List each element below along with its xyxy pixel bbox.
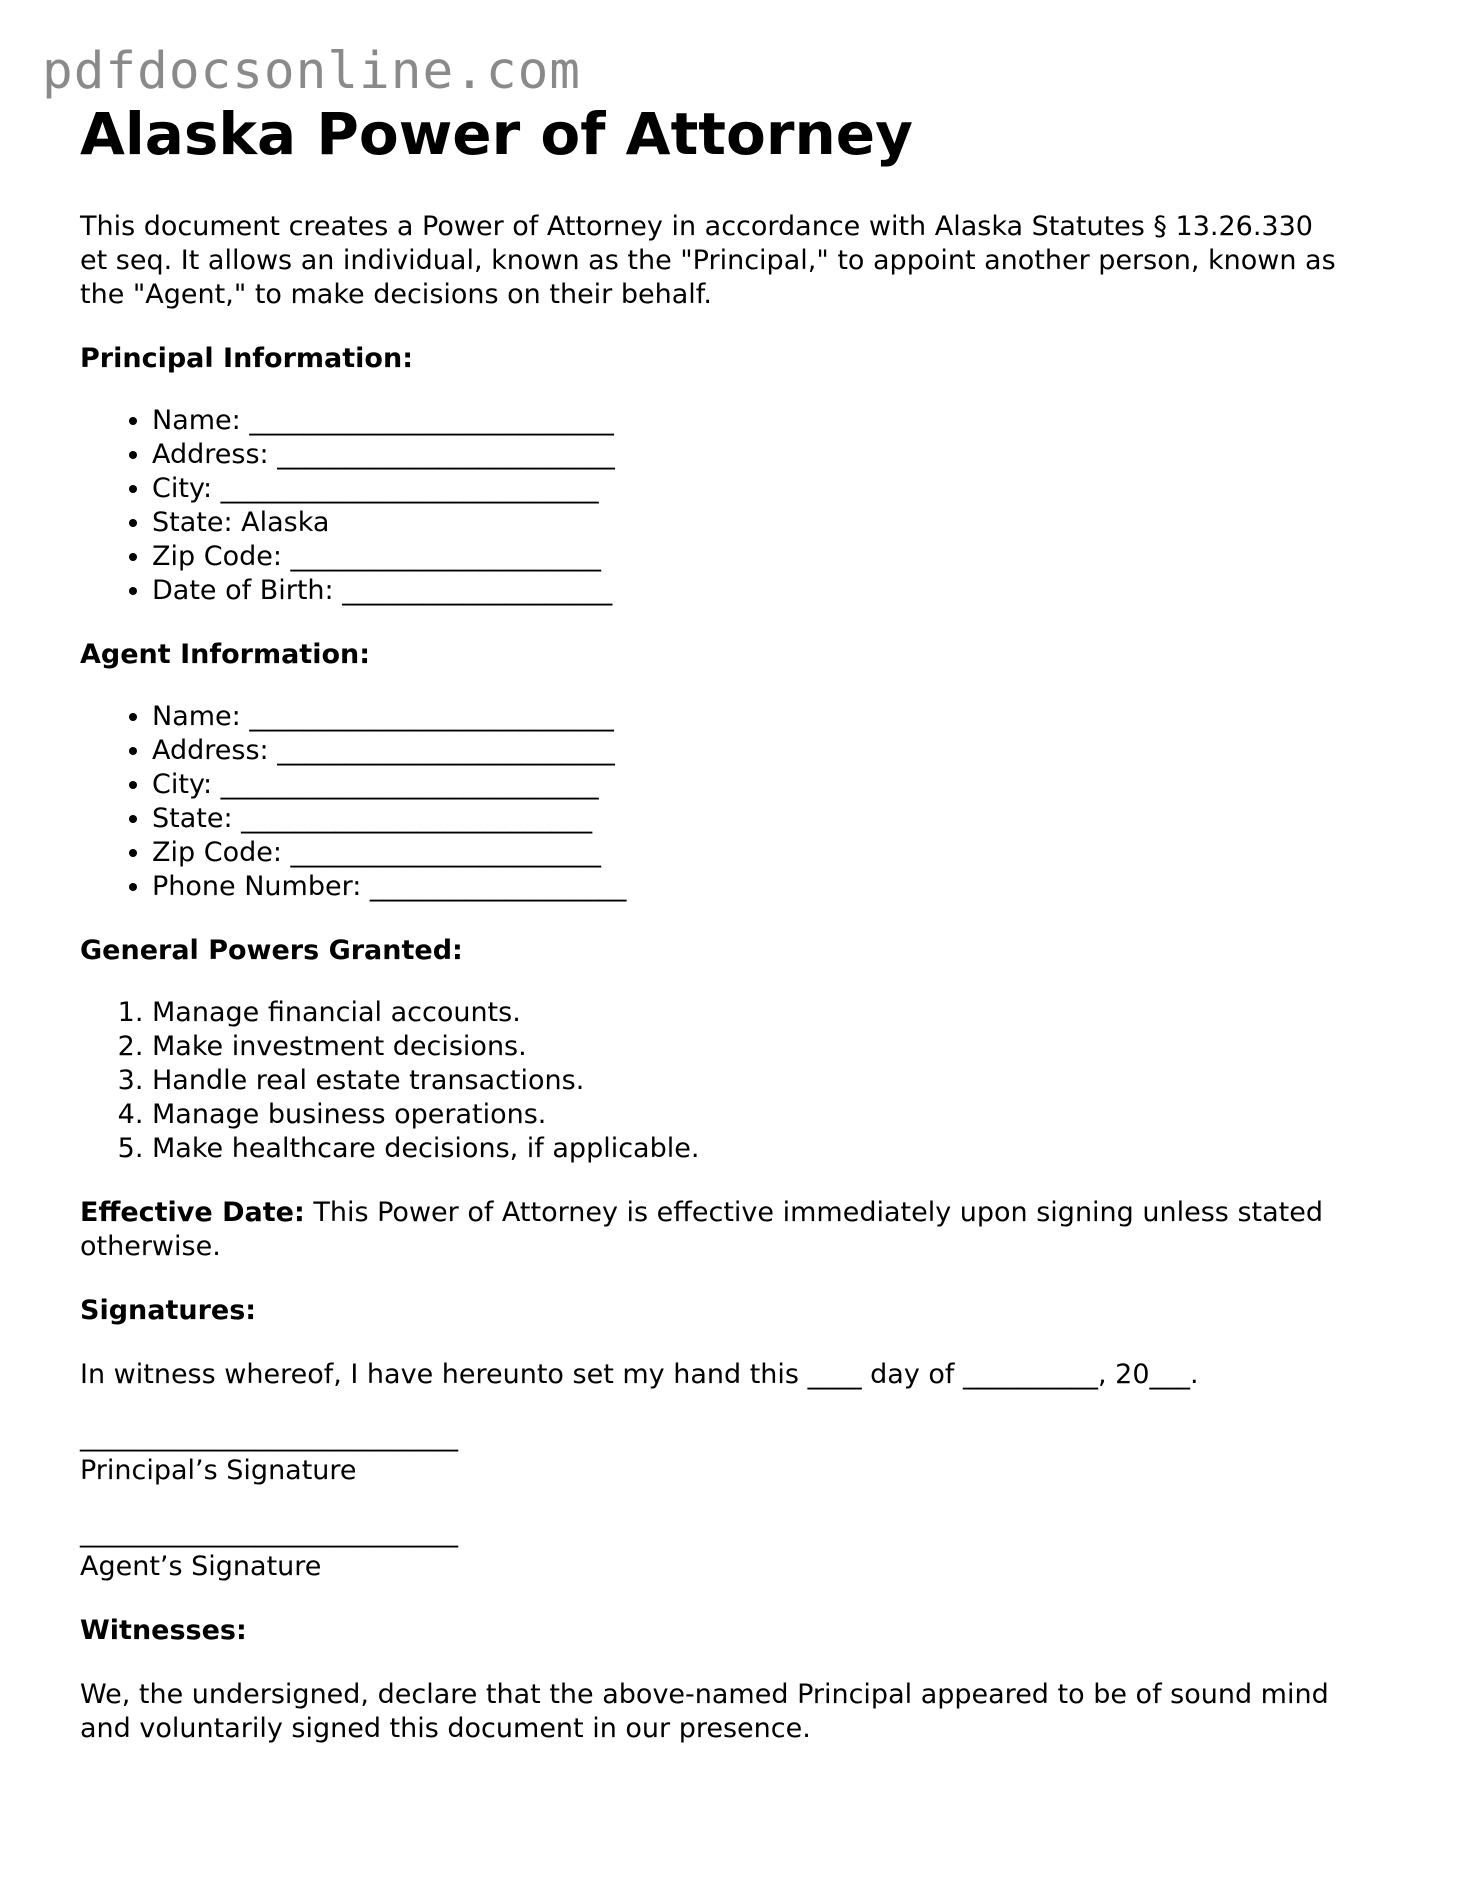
principal-list	[80, 404, 1370, 608]
power-item: 4. Manage business operations.	[152, 1098, 1370, 1132]
principal-state-item: • State: Alaska	[152, 506, 1370, 540]
agent-state-item: • State: __________________________	[152, 802, 1370, 836]
document-title: Alaska Power of Attorney	[80, 100, 913, 168]
power-item: 2. Make investment decisions.	[152, 1030, 1370, 1064]
document-page	[80, 100, 1370, 1746]
powers-heading: General Powers Granted:	[80, 934, 463, 966]
principal-address-item: • Address: _________________________	[152, 438, 1370, 472]
site-watermark: pdfdocsonline.com	[42, 42, 581, 101]
agent-heading: Agent Information:	[80, 638, 371, 670]
principal-name-item: • Name: ___________________________	[152, 404, 1370, 438]
principal-signature-block	[80, 1420, 1370, 1488]
agent-list	[80, 700, 1370, 904]
principal-signature-line: ____________________________	[80, 1420, 458, 1452]
agent-signature-block	[80, 1516, 1370, 1584]
effective-date-label: Effective Date:	[80, 1196, 305, 1228]
power-item: 5. Make healthcare decisions, if applicable.	[152, 1132, 1370, 1166]
effective-date-text: This Power of Attorney is effective immediately upon signing unless stated otherwise.	[80, 1196, 1323, 1262]
intro-paragraph: This document creates a Power of Attorney in accordance with Alaska Statutes § 13.26.330 et seq. It allows an individual, known as the "Principal," to appoint another person, known as the "Agent," to make decisions on their behalf.	[80, 210, 1336, 310]
signatures-heading: Signatures:	[80, 1294, 257, 1326]
witness-declaration: We, the undersigned, declare that the above-named Principal appeared to be of sound mind and voluntarily signed this document in our presence.	[80, 1678, 1329, 1744]
power-item: 3. Handle real estate transactions.	[152, 1064, 1370, 1098]
agent-signature-label: Agent’s Signature	[80, 1550, 322, 1582]
agent-signature-line: ____________________________	[80, 1516, 458, 1548]
power-item: 1. Manage financial accounts.	[152, 996, 1370, 1030]
principal-heading: Principal Information:	[80, 342, 414, 374]
agent-phone-item: • Phone Number: ___________________	[152, 870, 1370, 904]
witness-whereof-line: In witness whereof, I have hereunto set my hand this ____ day of __________, 20___.	[80, 1358, 1199, 1390]
powers-list	[80, 996, 1370, 1166]
principal-zip-item: • Zip Code: _______________________	[152, 540, 1370, 574]
principal-city-item: • City: ____________________________	[152, 472, 1370, 506]
effective-date-paragraph	[80, 1196, 1370, 1264]
agent-zip-item: • Zip Code: _______________________	[152, 836, 1370, 870]
agent-city-item: • City: ____________________________	[152, 768, 1370, 802]
witnesses-heading: Witnesses:	[80, 1614, 247, 1646]
principal-dob-item: • Date of Birth: ____________________	[152, 574, 1370, 608]
principal-signature-label: Principal’s Signature	[80, 1454, 357, 1486]
agent-address-item: • Address: _________________________	[152, 734, 1370, 768]
agent-name-item: • Name: ___________________________	[152, 700, 1370, 734]
